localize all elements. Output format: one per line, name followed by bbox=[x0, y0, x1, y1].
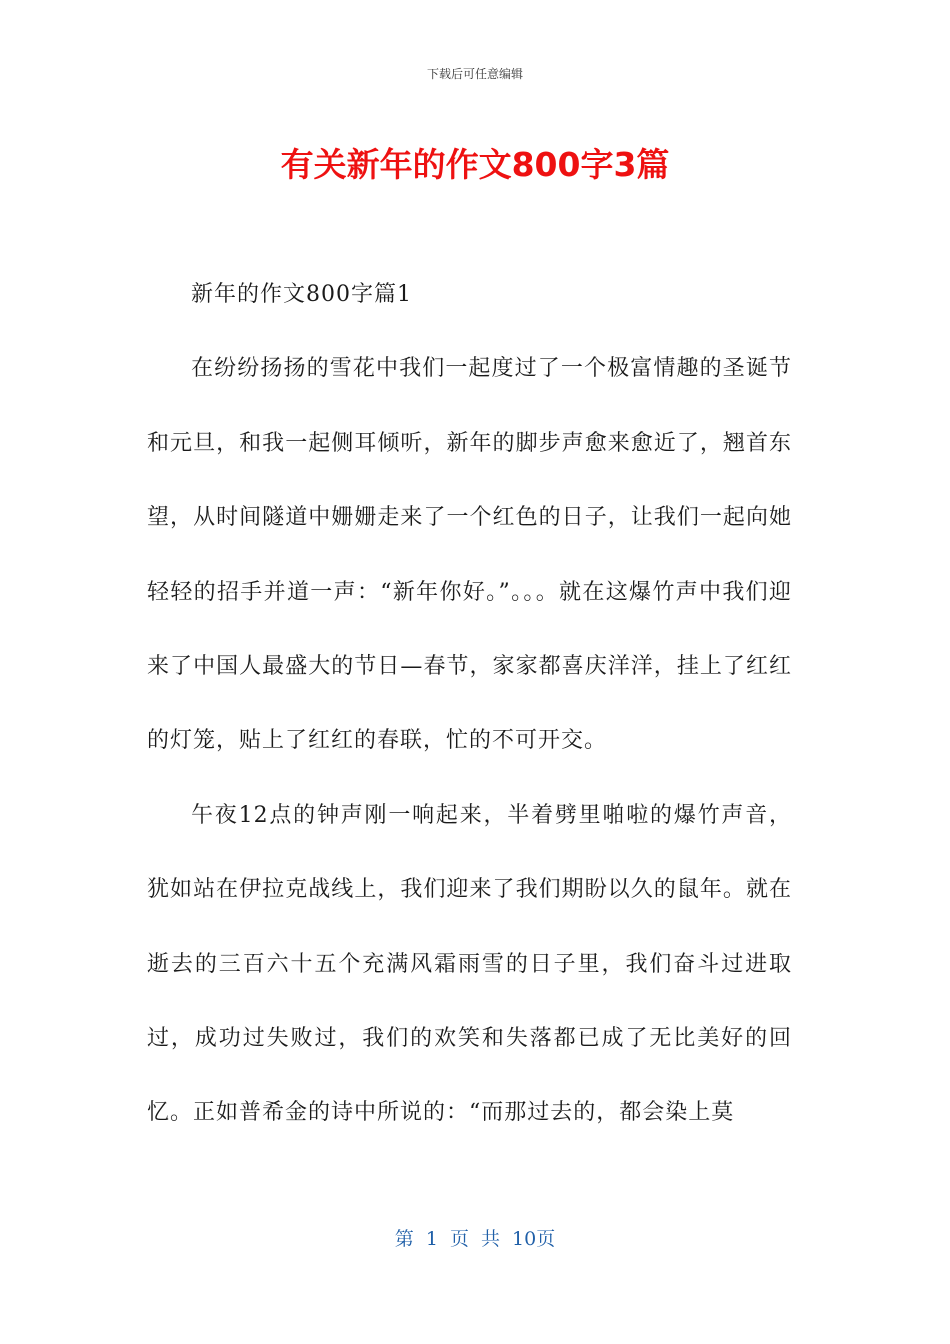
document-body bbox=[147, 258, 792, 1151]
document-title: 有关新年的作文800字3篇 bbox=[280, 145, 670, 184]
body-paragraph-2: 午夜12点的钟声刚一响起来，半着劈里啪啦的爆竹声音，犹如站在伊拉克战线上，我们迎来了我们期盼以久的鼠年。就在逝去的三百六十五个充满风霜雨雪的日子里，我们奋斗过进取过，成功过失败过，我们的欢笑和失落都已成了无比美好的回忆。正如普希金的诗中所说的：“而那过去的，都会染上莫 bbox=[147, 802, 792, 1126]
page-header-note: 下载后可任意编辑 bbox=[426, 67, 523, 81]
body-paragraph-1: 在纷纷扬扬的雪花中我们一起度过了一个极富情趣的圣诞节和元旦，和我一起侧耳倾听，新年的脚步声愈来愈近了，翘首东望，从时间隧道中姗姗走来了一个红色的日子，让我们一起向她轻轻的招手并道一声：“新年你好。”。。。就在这爆竹声中我们迎来了中国人最盛大的节日—春节，家家都喜庆洋洋，挂上了红红的灯笼，贴上了红红的春联，忙的不可开交。 bbox=[147, 356, 792, 754]
section-heading: 新年的作文800字篇1 bbox=[191, 282, 412, 307]
page-number-footer: 第 1 页 共 10页 bbox=[394, 1228, 556, 1250]
